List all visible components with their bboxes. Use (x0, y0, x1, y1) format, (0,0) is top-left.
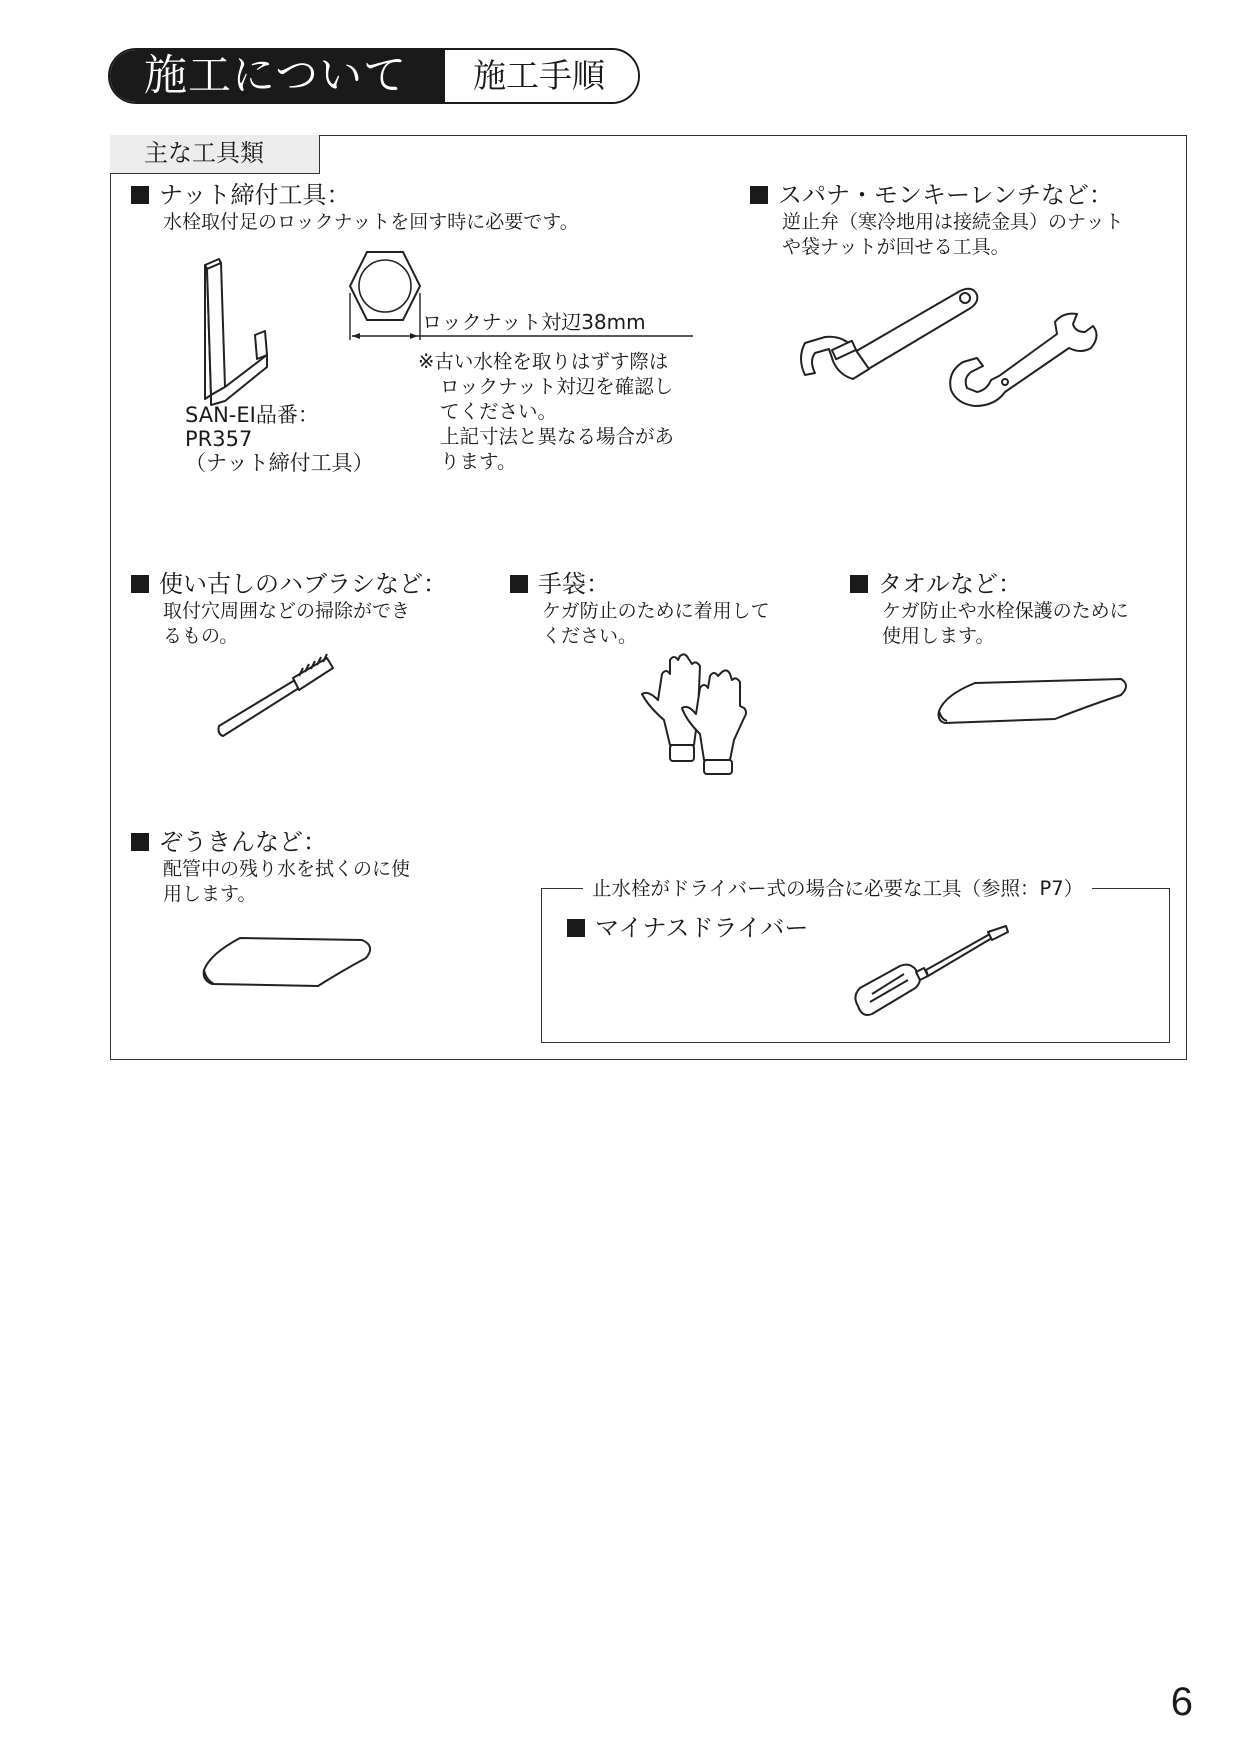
page-number: 6 (1170, 1680, 1193, 1724)
locknut-hexagon-icon (350, 248, 420, 343)
brush-heading: 使い古しのハブラシなど： (131, 570, 447, 598)
bullet-square-icon (750, 186, 768, 204)
spanner-heading: スパナ・モンキーレンチなど： (750, 181, 1113, 209)
towel-icon (935, 675, 1130, 735)
towel-description: ケガ防止や水栓保護のために 使用します。 (882, 600, 1129, 647)
tools-tab: 主な工具類 (110, 135, 320, 174)
bullet-square-icon (131, 186, 149, 204)
gloves-description: ケガ防止のために着用して ください。 (542, 600, 770, 647)
driver-heading: マイナスドライバー (567, 914, 808, 942)
toothbrush-icon (215, 648, 345, 748)
part-number: SAN-EI品番： PR357 （ナット締付工具） (185, 403, 374, 475)
screwdriver-icon (850, 922, 1010, 1022)
chapter-title: 施工について (110, 50, 445, 102)
nut-tool-description: 水栓取付足のロックナットを回す時に必要です。 (163, 211, 579, 233)
rag-description: 配管中の残り水を拭くのに使 用します。 (163, 858, 411, 905)
chapter-subtitle: 施工手順 (445, 50, 638, 102)
gloves-icon (640, 650, 755, 775)
nut-tool-heading: ナット締付工具： (131, 181, 351, 209)
bullet-square-icon (131, 833, 149, 851)
bullet-square-icon (510, 575, 528, 593)
driver-box-title: 止水栓がドライバー式の場合に必要な工具（参照：P7） (583, 876, 1092, 902)
gloves-heading: 手袋： (510, 570, 610, 598)
locknut-note: ※古い水栓を取りはずす際は ロックナット対辺を確認し てください。 上記寸法と異なる場合があ ります。 (418, 350, 675, 473)
bullet-square-icon (850, 575, 868, 593)
rag-heading: ぞうきんなど： (131, 828, 327, 856)
rag-icon (200, 930, 375, 995)
bullet-square-icon (567, 919, 585, 937)
towel-heading: タオルなど： (850, 570, 1022, 598)
spanner-description: 逆止弁（寒冷地用は接続金具）のナット や袋ナットが回せる工具。 (782, 211, 1124, 258)
locknut-dimension-label: ロックナット対辺38mm (422, 310, 646, 334)
section-header (108, 48, 640, 104)
nut-wrench-icon (185, 255, 275, 415)
brush-description: 取付穴周囲などの掃除ができ るもの。 (163, 600, 411, 647)
bullet-square-icon (131, 575, 149, 593)
spanner-icon (945, 310, 1105, 410)
